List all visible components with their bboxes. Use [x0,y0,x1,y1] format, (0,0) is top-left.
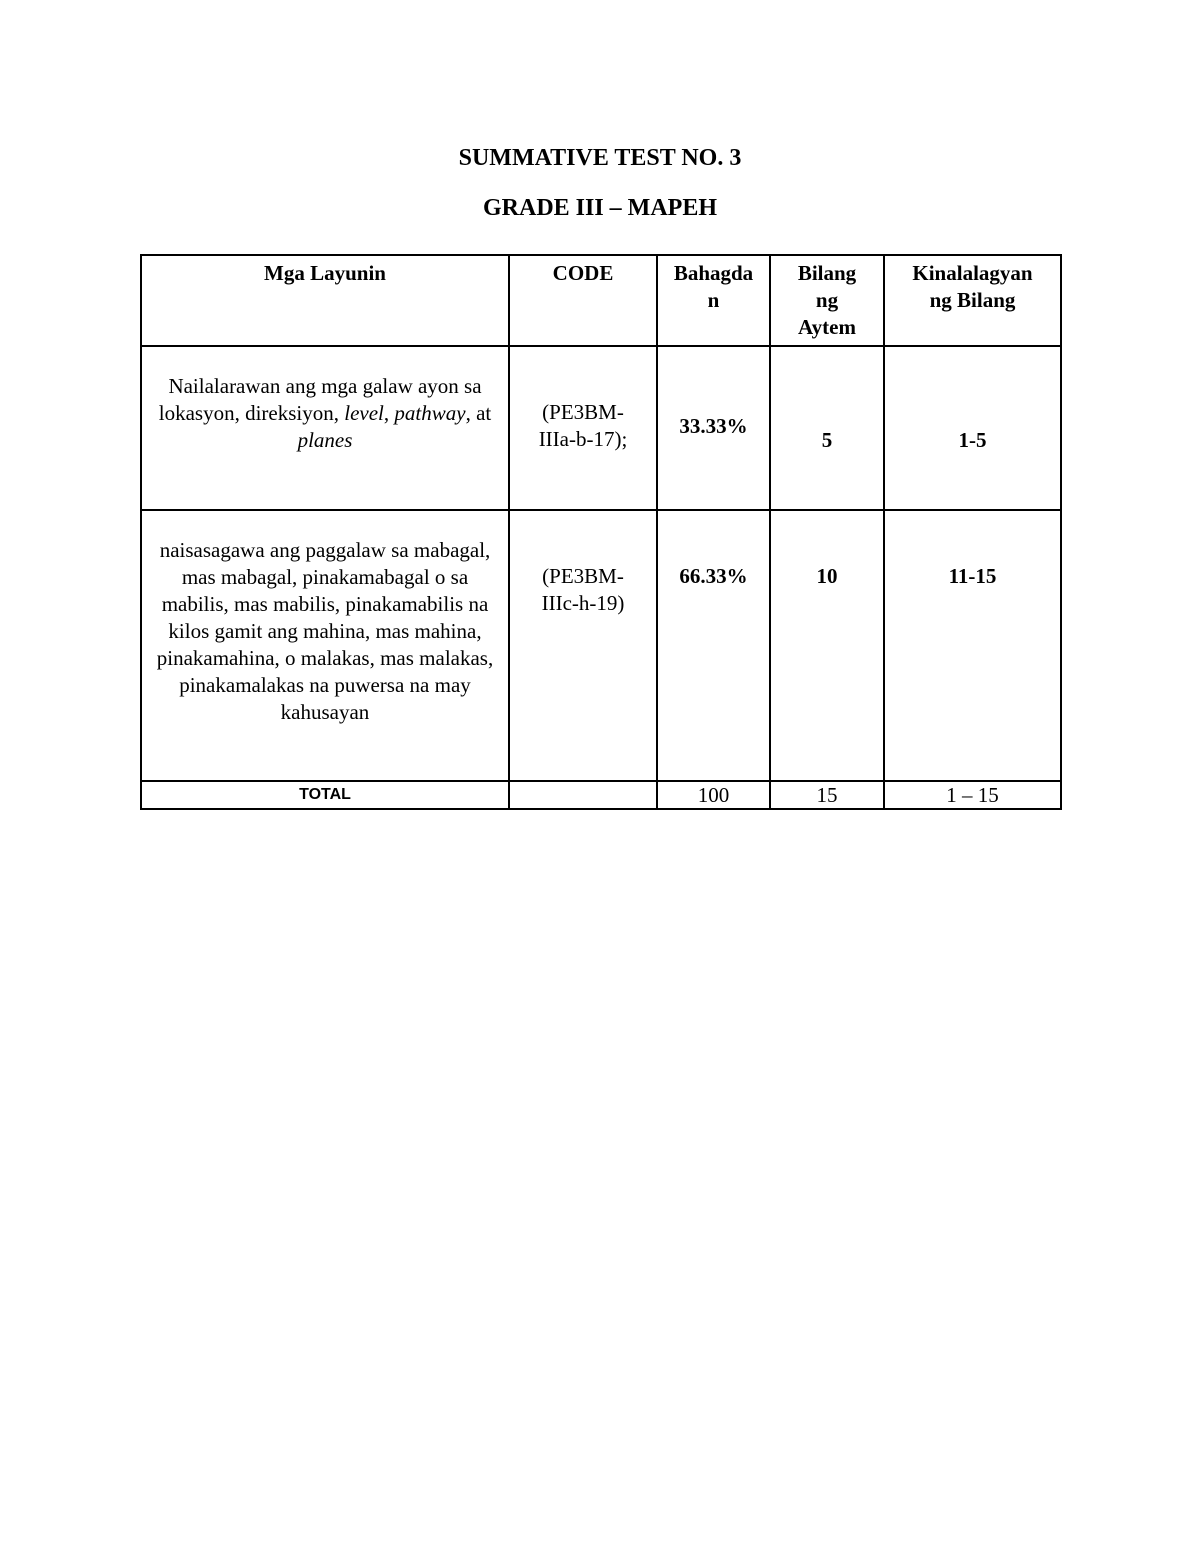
items-cell: 5 [770,346,884,510]
header-percent-line1: Bahagda [673,261,754,285]
total-items: 15 [770,781,884,809]
header-percent [657,255,770,346]
code-line1: (PE3BM- [542,400,624,424]
placement-cell: 1-5 [884,346,1061,510]
header-objectives: Mga Layunin [141,255,509,346]
total-label: TOTAL [141,781,509,809]
header-code: CODE [509,255,657,346]
table-row [141,346,1061,510]
total-placement: 1 – 15 [884,781,1061,809]
objective-italic-term: pathway [394,401,466,425]
header-placement-line1: Kinalalagyan [912,261,1033,285]
total-percent: 100 [657,781,770,809]
objective-text: Nailalarawan ang mga galaw ayon sa lokasyon, direksiyon, [158,374,482,425]
table-header-row [141,255,1061,346]
code-line2: IIIc-h-19) [541,591,625,615]
code-line1: (PE3BM- [542,564,624,588]
header-items-line3: Aytem [798,315,856,339]
header-items-line1: Bilang [797,261,857,285]
page-title: SUMMATIVE TEST NO. 3 [458,145,742,171]
header-items-line2: ng [815,288,839,312]
objective-cell: naisasagawa ang paggalaw sa mabagal, mas mabagal, pinakamabagal o sa mabilis, mas mabilis, pinakamabilis na kilos gamit ang mahina, mas mahina, pinakamahina, o malakas, mas malakas, pinakamalakas na puwersa na may kahusayan [141,510,509,781]
total-row [141,781,1061,809]
header-percent-line2: n [707,288,720,312]
page-subtitle: GRADE III – MAPEH [482,195,717,221]
total-code-cell [509,781,657,809]
items-cell: 10 [770,510,884,781]
code-line2: IIIa-b-17); [538,427,628,451]
objective-cell [141,346,509,510]
percent-cell: 66.33% [657,510,770,781]
header-placement-line2: ng Bilang [929,288,1016,312]
specification-table [140,254,1062,810]
objective-italic-term: planes [297,428,353,452]
objective-text: , at [465,401,492,425]
table-row [141,510,1061,781]
objective-italic-term: level [344,401,384,425]
objective-text: , [383,401,395,425]
percent-cell: 33.33% [657,346,770,510]
code-cell [509,510,657,781]
code-cell [509,346,657,510]
placement-cell: 11-15 [884,510,1061,781]
header-items [770,255,884,346]
header-placement [884,255,1061,346]
